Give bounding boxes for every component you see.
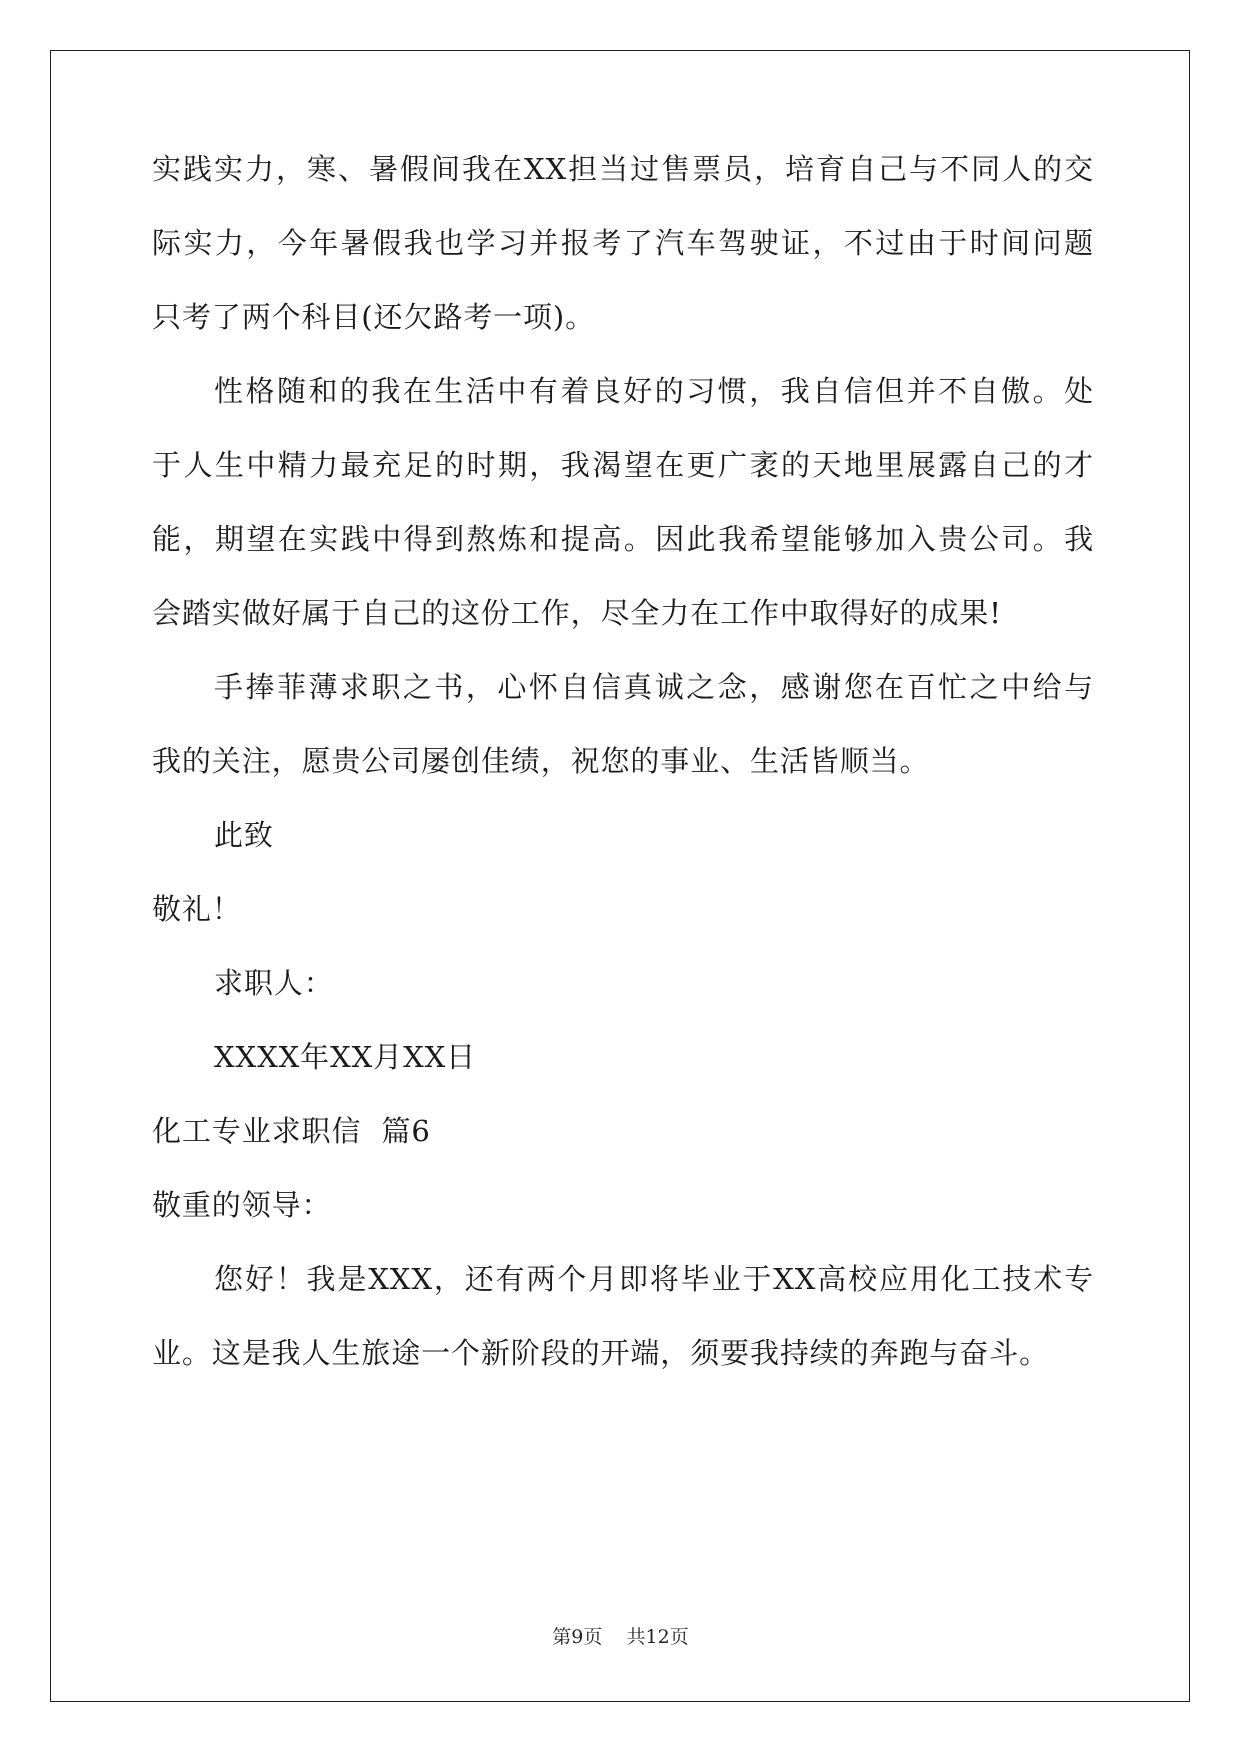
paragraph-start-line: 性格随和的我在生活中有着良好的习惯，我自信但并不自傲。处 (214, 374, 1094, 408)
closing-salutation: 此致 (214, 818, 274, 852)
body-line: 能，期望在实践中得到熬炼和提高。因此我希望能够加入贵公司。我 (152, 522, 1094, 556)
letter-date: XXXX年XX月XX日 (214, 1040, 477, 1074)
paragraph-start-line: 手捧菲薄求职之书，心怀自信真诚之念，感谢您在百忙之中给与 (214, 670, 1094, 704)
body-line: 于人生中精力最充足的时期，我渴望在更广袤的天地里展露自己的才 (152, 448, 1094, 482)
closing-regards: 敬礼！ (152, 892, 242, 926)
section-heading: 化工专业求职信 篇6 (152, 1114, 431, 1148)
body-line: 我的关注，愿贵公司屡创佳绩，祝您的事业、生活皆顺当。 (152, 744, 930, 778)
body-line: 实践实力，寒、暑假间我在XX担当过售票员，培育自己与不同人的交 (152, 152, 1094, 186)
letter-greeting: 敬重的领导： (152, 1188, 332, 1222)
body-line: 只考了两个科目(还欠路考一项)。 (152, 300, 596, 334)
applicant-signature: 求职人： (214, 966, 334, 1000)
body-line: 业。这是我人生旅途一个新阶段的开端，须要我持续的奔跑与奋斗。 (152, 1336, 1050, 1370)
paragraph-start-line: 您好！我是XXX，还有两个月即将毕业于XX高校应用化工技术专 (214, 1262, 1094, 1296)
page-number-footer: 第9页 共12页 (552, 1626, 689, 1648)
page-border (50, 50, 1190, 1702)
body-line: 会踏实做好属于自己的这份工作，尽全力在工作中取得好的成果! (152, 596, 1002, 630)
body-line: 际实力，今年暑假我也学习并报考了汽车驾驶证，不过由于时间问题 (152, 226, 1094, 260)
